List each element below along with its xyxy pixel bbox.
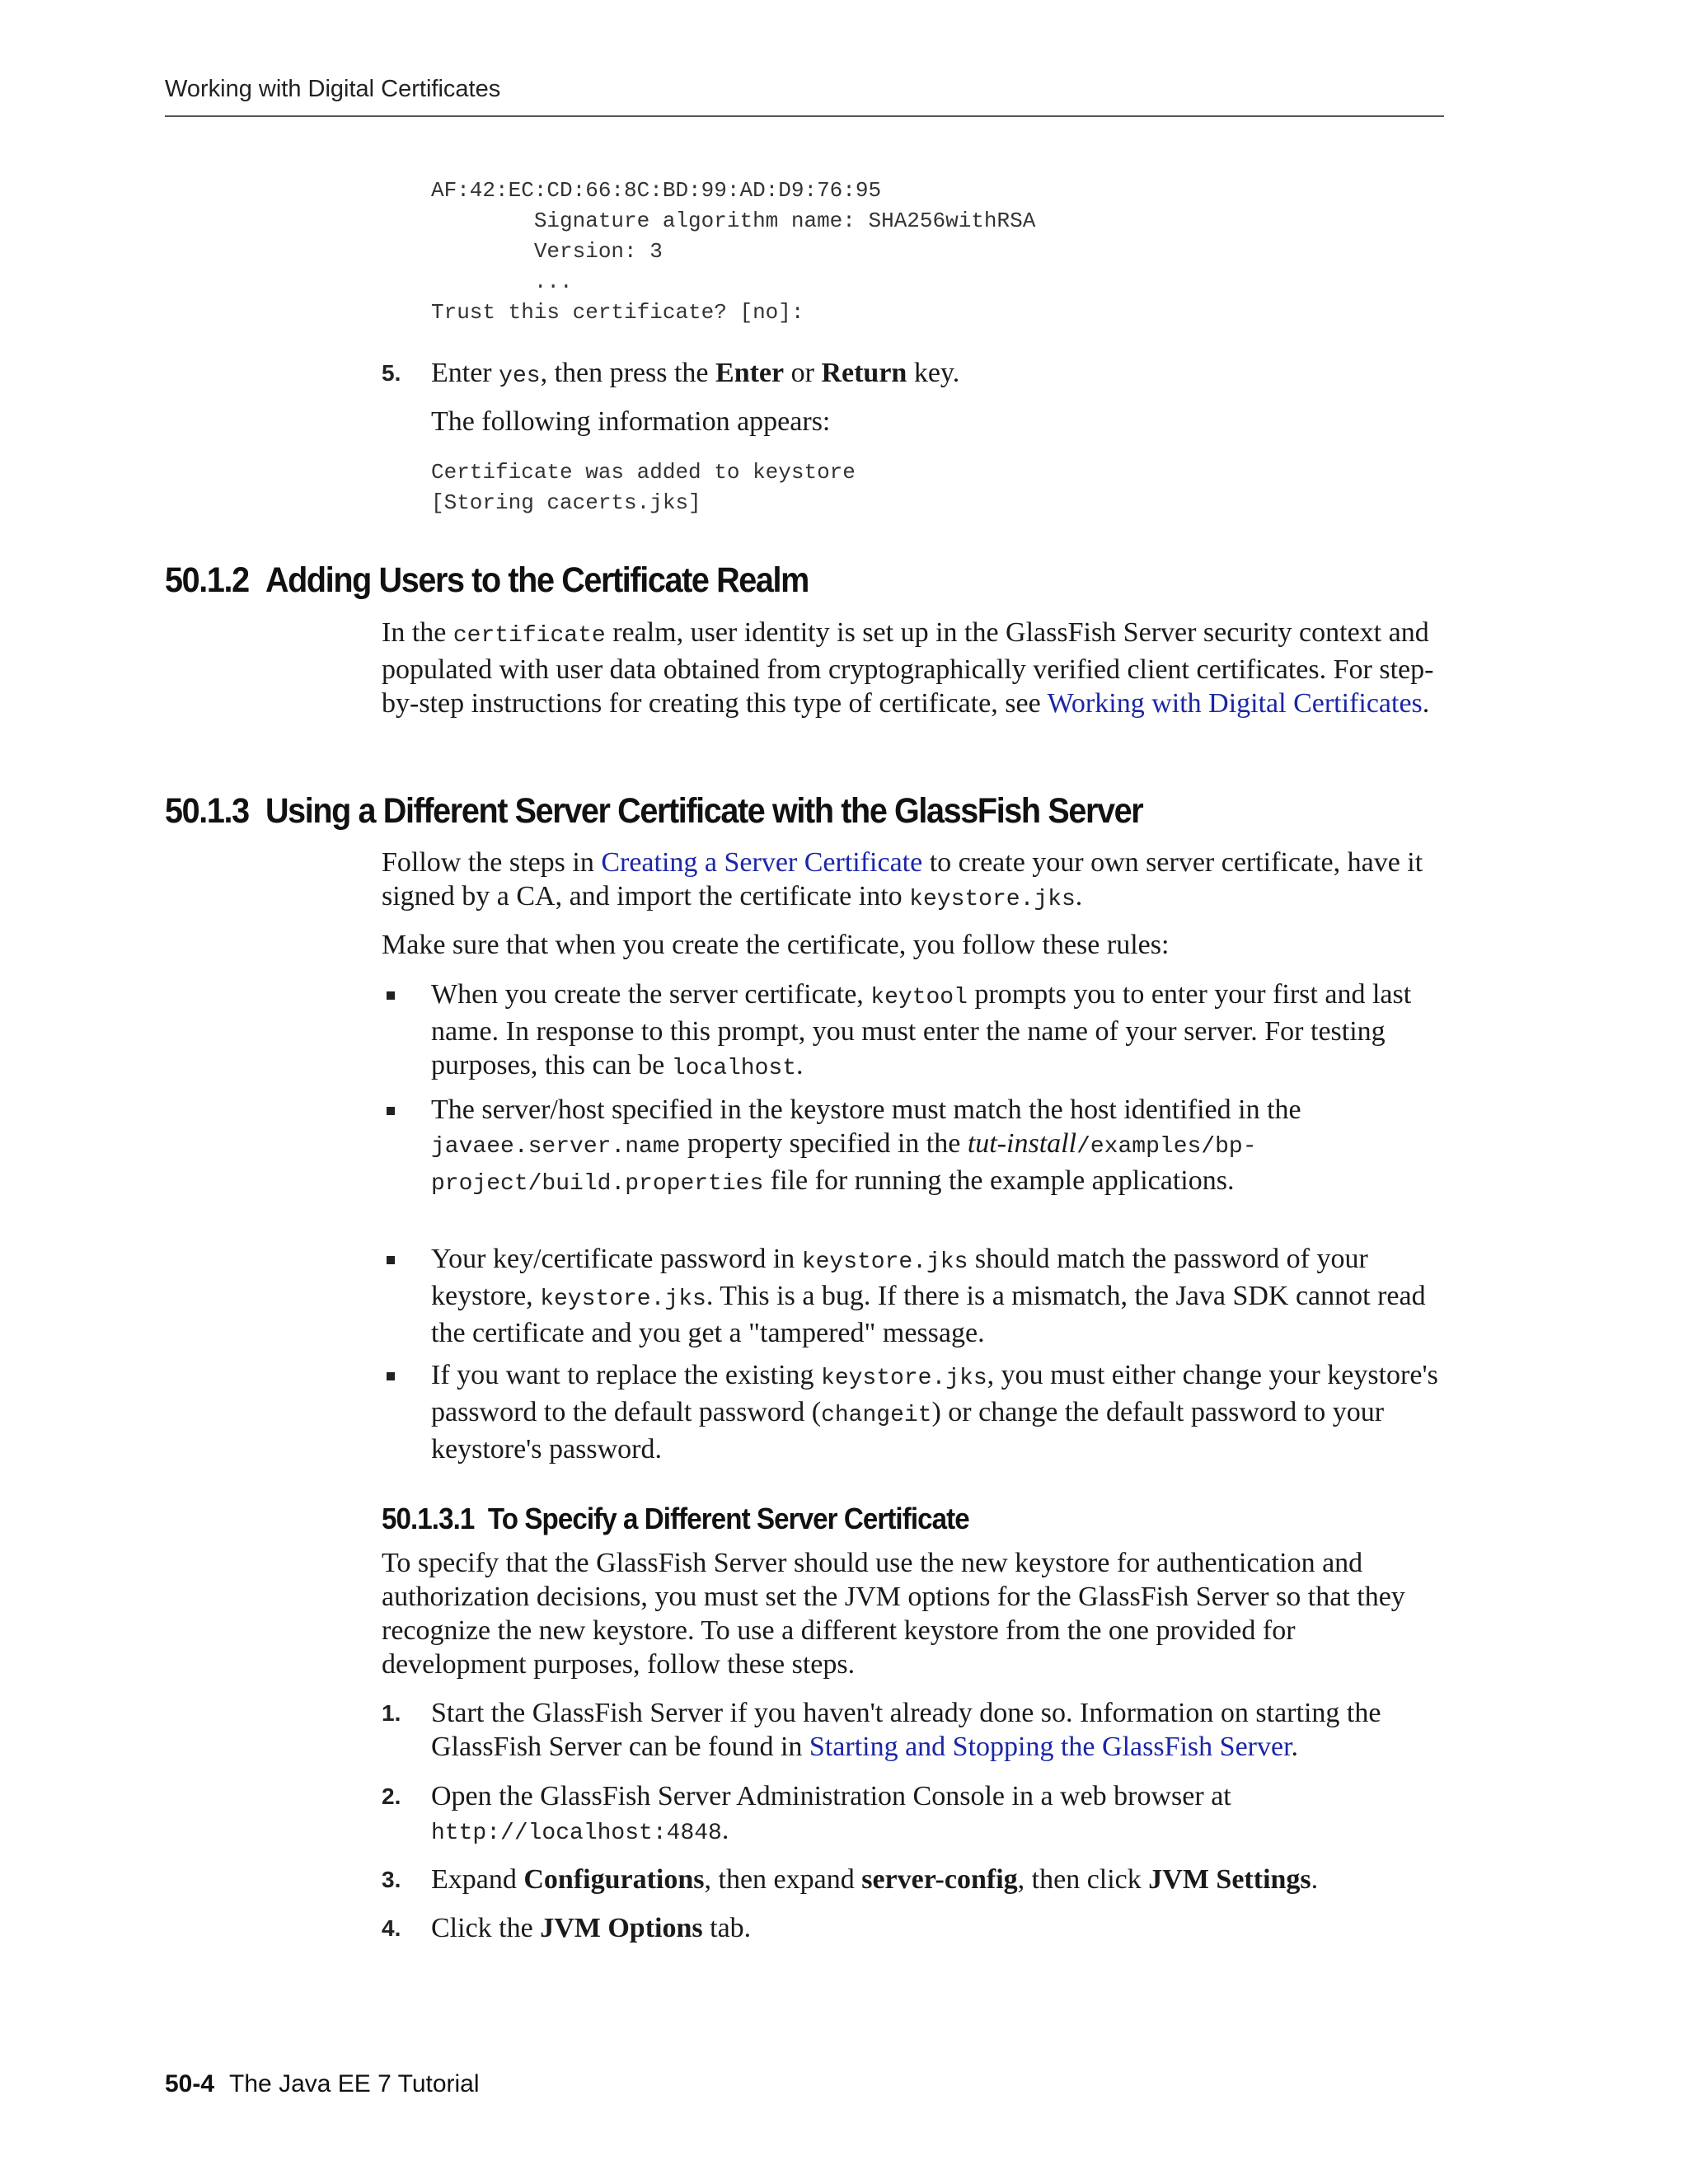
code-line: Trust this certificate? [no]: [431,300,804,325]
step-number: 4. [382,1915,401,1941]
code-block-keystore-output [431,457,856,518]
page-footer [165,2070,480,2098]
code-line: [Storing cacerts.jks] [431,490,701,515]
step-number: 5. [382,360,401,386]
step-3: 3. Expand Configurations, then expand server-config, then click JVM Settings. [382,1864,1319,1895]
step-2: 2. Open the GlassFish Server Administration Console in a web browser at http://localhost:4848. [382,1781,1231,1846]
link-creating-a-server-certificate[interactable]: Creating a Server Certificate [601,847,923,878]
running-header: Working with Digital Certificates [165,76,501,102]
step-number: 2. [382,1783,401,1809]
section-heading-50-1-3: 50.1.3 Using a Different Server Certificate with the GlassFish Server [165,791,1143,831]
paragraph-certificate-realm: In the certificate realm, user identity is set up in the GlassFish Server security context and populated with user data obtained from cryptographically verified client certificates. For step-by-step instructions for creating this type of certificate, see Working with Digital Certificates. [382,617,1434,719]
code-line: Certificate was added to keystore [431,460,856,485]
bullet-marker [387,1256,395,1264]
code-block-certificate-details [431,176,1035,328]
page-number: 50-4 [165,2070,215,2097]
paragraph-rules-intro: Make sure that when you create the certificate, you follow these rules: [382,930,1170,960]
book-title: The Java EE 7 Tutorial [229,2070,480,2097]
step-5: 5. Enter yes, then press the Enter or Return key. [382,358,960,389]
bullet-marker [387,1372,395,1380]
paragraph-follow-steps: Follow the steps in Creating a Server Certificate to create your own server certificate, have it signed by a CA, and import the certificate into keystore.jks. [382,847,1423,912]
bullet-marker [387,1107,395,1115]
link-working-with-digital-certificates[interactable]: Working with Digital Certificates [1047,688,1423,719]
code-line: ... [431,269,573,294]
paragraph-specify-keystore: To specify that the GlassFish Server should use the new keystore for authentication and authorization decisions, you must set the JVM options for the GlassFish Server so that they recognize the new keystore. To use a different keystore from the one provided for development purposes, follow these steps. [382,1548,1405,1680]
rule-bullet-2: The server/host specified in the keystore must match the host identified in the javaee.server.name property specified in the tut-install/examples/bp-project/build.properties file for running the example applications. [382,1093,1445,1201]
following-info-text: The following information appears: [431,406,831,437]
rule-bullet-4: If you want to replace the existing keystore.jks, you must either change your keystore's password to the default password (changeit) or change the default password to your keystore's password. [382,1358,1445,1466]
header-rule [165,115,1444,117]
rule-bullet-3: Your key/certificate password in keystore.jks should match the password of your keystore, keystore.jks. This is a bug. If there is a mismatch, the Java SDK cannot read the certificate and you get a "tampered" message. [382,1242,1445,1350]
section-heading-50-1-2: 50.1.2 Adding Users to the Certificate Realm [165,560,809,600]
step-1: 1. Start the GlassFish Server if you haven't already done so. Information on starting the GlassFish Server can be found in Starting and Stopping the GlassFish Server. [382,1698,1381,1762]
rule-bullet-1: When you create the server certificate, keytool prompts you to enter your first and last name. In response to this prompt, you must enter the name of your server. For testing purposes, this can be localhost. [382,977,1445,1085]
step-number: 1. [382,1700,401,1726]
link-starting-and-stopping-glassfish[interactable]: Starting and Stopping the GlassFish Server [809,1732,1292,1762]
step-4: 4. Click the JVM Options tab. [382,1913,752,1943]
step-number: 3. [382,1867,401,1892]
section-heading-50-1-3-1: 50.1.3.1 To Specify a Different Server Certificate [382,1502,969,1535]
code-line: Version: 3 [431,239,663,264]
code-line: Signature algorithm name: SHA256withRSA [431,209,1036,233]
bullet-marker [387,991,395,1000]
code-line: AF:42:EC:CD:66:8C:BD:99:AD:D9:76:95 [431,178,882,203]
